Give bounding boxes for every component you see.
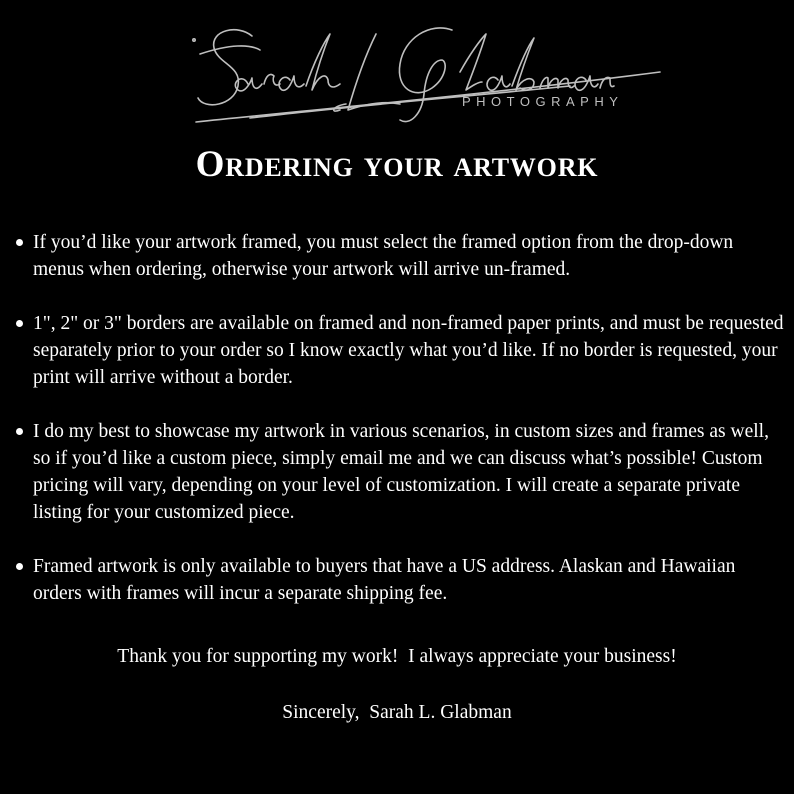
list-item	[12, 310, 788, 391]
list-item	[12, 418, 788, 526]
signature-logo-graphic	[190, 14, 670, 132]
logo-subtitle: PHOTOGRAPHY	[462, 94, 624, 109]
list-item-text: 1", 2" or 3" borders are available on framed and non-framed paper prints, and must be requested separately prior to your order so I know exactly what you’d like. If no border is requested, your print will arrive without a border.	[33, 313, 784, 388]
list-item-text: Framed artwork is only available to buyers that have a US address. Alaskan and Hawaiian orders with frames will incur a separate shipping fee.	[33, 556, 736, 604]
bullet-icon	[16, 563, 23, 570]
ordering-info-list	[12, 229, 788, 634]
list-item	[12, 229, 788, 283]
bullet-icon	[16, 320, 23, 327]
list-item	[12, 553, 788, 607]
bullet-icon	[16, 239, 23, 246]
page-title: Ordering your artwork	[195, 144, 599, 185]
thank-you-note: Thank you for supporting my work! I always appreciate your business!	[117, 646, 677, 667]
list-item-text: I do my best to showcase my artwork in various scenarios, in custom sizes and frames as well, so if you’d like a custom piece, simply email me and we can discuss what’s possible! Custom pricing will vary, depending on your level of customization. I will create a separate private listing for your customized piece.	[33, 421, 769, 523]
bullet-icon	[16, 428, 23, 435]
signature-line: Sincerely, Sarah L. Glabman	[282, 702, 512, 723]
brand-logo	[190, 14, 670, 132]
list-item-text: If you’d like your artwork framed, you must select the framed option from the drop-down menus when ordering, otherwise your artwork will arrive un-framed.	[33, 232, 734, 280]
